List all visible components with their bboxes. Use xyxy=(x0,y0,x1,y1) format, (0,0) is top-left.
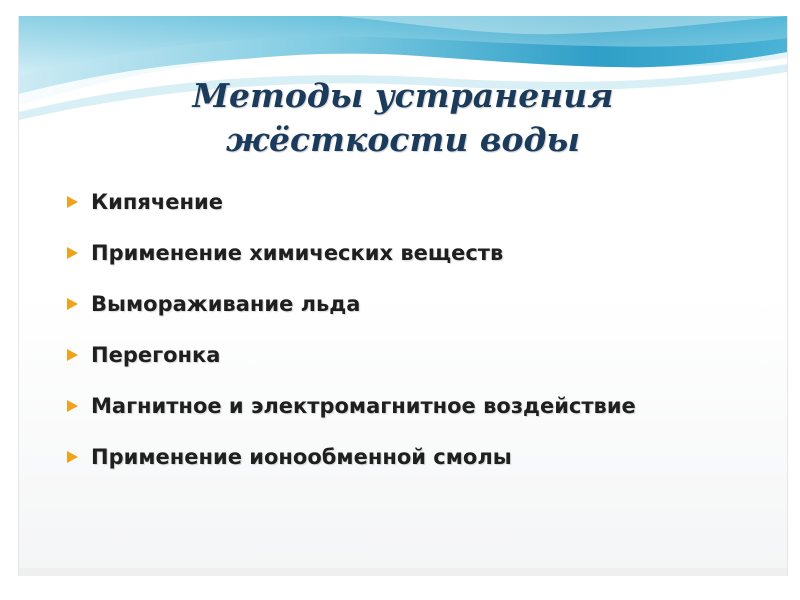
bullet-item xyxy=(65,239,765,268)
bullet-item xyxy=(65,341,765,370)
bullet-text: Кипячение xyxy=(91,190,223,214)
bullet-arrow-icon xyxy=(67,196,78,208)
bullet-arrow-icon xyxy=(67,349,78,361)
bullet-item xyxy=(65,188,765,217)
bullet-arrow-icon xyxy=(67,298,78,310)
slide xyxy=(18,16,788,576)
bullet-item xyxy=(65,443,765,472)
bullet-text: Применение ионообменной смолы xyxy=(91,445,512,469)
bullet-text: Вымораживание льда xyxy=(91,292,361,316)
bullet-item xyxy=(65,392,765,421)
bullet-arrow-icon xyxy=(67,247,78,259)
bullet-arrow-icon xyxy=(67,400,78,412)
bullet-text: Магнитное и электромагнитное воздействие xyxy=(91,394,636,418)
bullet-arrow-icon xyxy=(67,451,78,463)
bullet-text: Перегонка xyxy=(91,343,221,367)
bullet-text: Применение химических веществ xyxy=(91,241,504,265)
slide-title-line-1: Методы устранения xyxy=(192,76,614,115)
bullet-list xyxy=(65,188,765,494)
slide-title-line-2: жёсткости воды xyxy=(225,120,581,159)
bullet-item xyxy=(65,290,765,319)
slide-bottom-edge xyxy=(19,568,787,576)
slide-title xyxy=(19,74,787,162)
